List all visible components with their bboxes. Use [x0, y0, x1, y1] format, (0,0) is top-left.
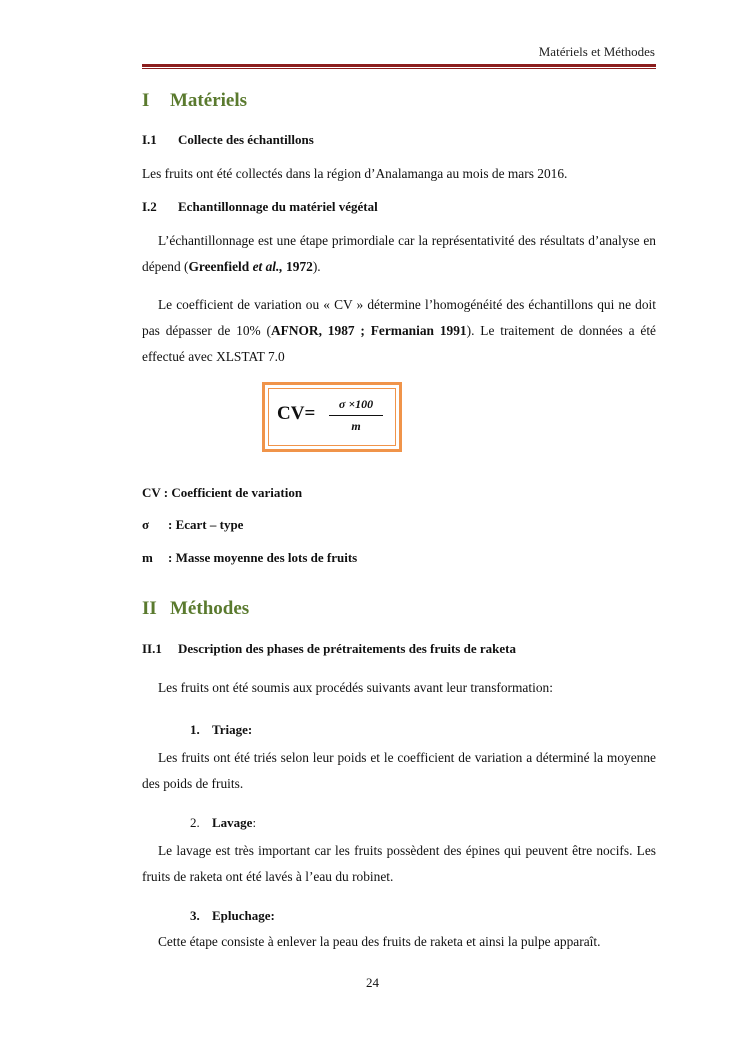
definition-symbol: σ — [142, 517, 150, 532]
subsection-title: Collecte des échantillons — [178, 132, 314, 147]
paragraph-text: L’échantillonnage est une étape primordiale car la représentativité des résultats d’analyse en dépend ( — [142, 233, 656, 274]
subsection-heading-collecte — [142, 132, 656, 148]
list-number: 3. — [190, 908, 200, 923]
paragraph-intro: Les fruits ont été soumis aux procédés suivants avant leur transformation: — [158, 680, 553, 695]
definition-text: : Masse moyenne des lots de fruits — [168, 550, 358, 565]
formula-denominator: m — [351, 419, 361, 433]
definition-symbol: m — [142, 550, 153, 565]
list-item-triage — [190, 722, 590, 738]
paragraph-epluchage: Cette étape consiste à enlever la peau des fruits de raketa et ainsi la pulpe apparaît. — [158, 934, 601, 949]
citation-year: 1972 — [282, 259, 313, 274]
subsection-number: I.1 — [142, 132, 157, 147]
citation-author: Greenfield — [188, 259, 253, 274]
paragraph-echantillonnage — [142, 228, 656, 280]
section-title: Méthodes — [170, 598, 250, 619]
paragraph-text: Le coefficient de variation ou « CV » détermine l’homogénéité des échantillons qui ne doit pas dépasser de 10% ( — [142, 297, 656, 338]
list-title: Lavage — [212, 815, 253, 830]
list-title: Epluchage: — [212, 908, 275, 923]
fraction-bar — [329, 415, 383, 416]
list-item-epluchage — [190, 908, 590, 924]
header-rule-thin — [142, 68, 656, 69]
subsection-heading-description — [142, 641, 656, 657]
paragraph-lavage: Le lavage est très important car les fruits possèdent des épines qui peuvent être nocifs. Les fruits de raketa ont été lavés à l’eau du robinet. — [142, 843, 656, 884]
definition-symbol: CV — [142, 485, 161, 500]
subsection-heading-echantillonnage — [142, 199, 656, 215]
paragraph-text-end: ). Le traitement de données a été effectué avec XLSTAT 7.0 — [142, 323, 656, 364]
subsection-title: Description des phases de prétraitements des fruits de raketa — [178, 641, 516, 656]
list-item-lavage — [190, 815, 590, 831]
citation-etal: et al., — [252, 259, 283, 274]
definition-m — [142, 550, 656, 566]
formula-box — [262, 382, 402, 452]
list-title-suffix: : — [252, 815, 257, 830]
paragraph-coefficient — [142, 292, 656, 370]
definition-cv — [142, 485, 656, 501]
definition-text: : Ecart – type — [168, 517, 244, 532]
formula-fraction — [329, 397, 383, 434]
definition-text: : Coefficient de variation — [160, 485, 303, 500]
formula-numerator: σ ×100 — [338, 397, 374, 411]
citation-afnor: AFNOR, 1987 ; Fermanian 1991 — [271, 323, 467, 338]
section-heading-methodes — [142, 598, 656, 620]
list-number: 2. — [190, 815, 200, 830]
list-title: Triage: — [212, 722, 253, 737]
subsection-number: II.1 — [142, 641, 162, 656]
page-number: 24 — [366, 975, 379, 990]
section-title: Matériels — [170, 90, 248, 111]
section-number: I — [142, 90, 150, 111]
subsection-number: I.2 — [142, 199, 157, 214]
running-header: Matériels et Méthodes — [538, 44, 655, 59]
paragraph-triage: Les fruits ont été triés selon leur poids et le coefficient de variation a déterminé la moyenne des poids de fruits. — [142, 750, 656, 791]
subsection-title: Echantillonnage du matériel végétal — [178, 199, 378, 214]
paragraph-text-end: ). — [312, 259, 321, 274]
section-heading-materiels — [142, 90, 656, 112]
paragraph-collecte: Les fruits ont été collectés dans la région d’Analamanga au mois de mars 2016. — [142, 166, 568, 181]
formula-label: CV= — [277, 403, 316, 424]
header-rule — [142, 64, 656, 67]
list-number: 1. — [190, 722, 200, 737]
citation-greenfield — [188, 259, 312, 274]
section-number: II — [142, 598, 157, 619]
definition-sigma — [142, 517, 656, 533]
